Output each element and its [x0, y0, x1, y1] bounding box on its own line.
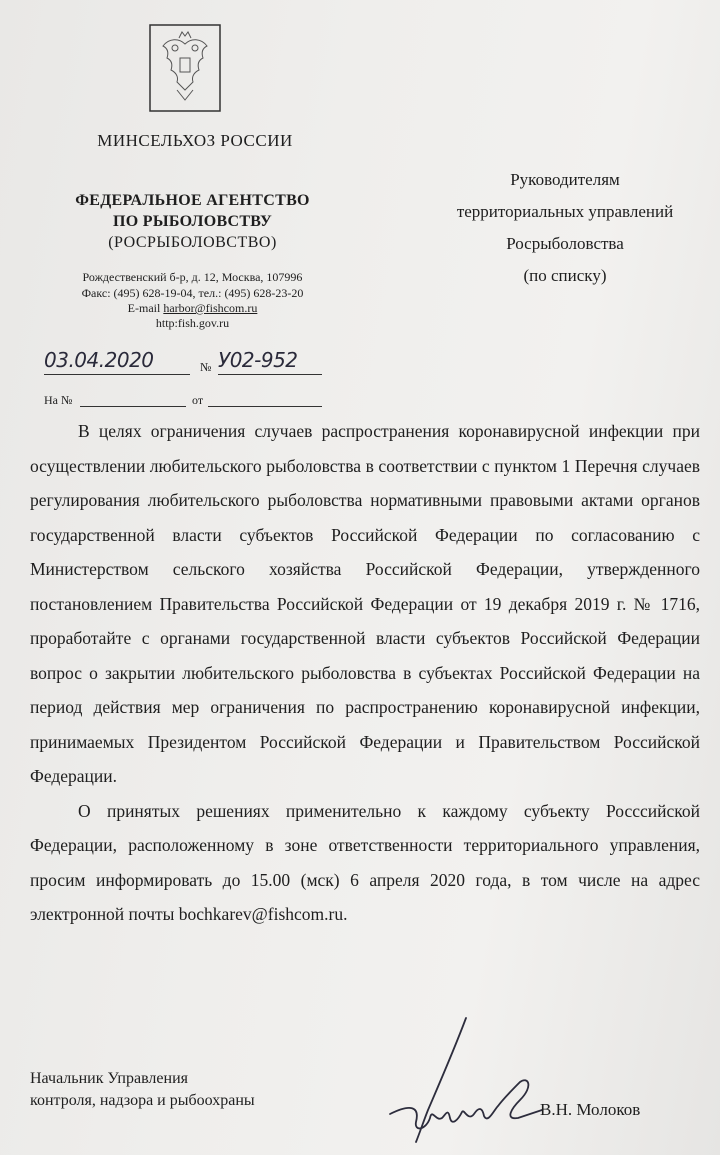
recipient-line1: Руководителям	[510, 170, 620, 189]
letter-date-field	[44, 346, 190, 375]
signer-name: В.Н. Молоков	[540, 1100, 641, 1119]
email-label: E-mail	[127, 301, 161, 315]
recipient-line3: Росрыболовства	[506, 234, 624, 253]
signer-title-line2: контроля, надзора и рыбоохраны	[30, 1092, 255, 1109]
recipient-line2: территориальных управлений	[456, 202, 674, 221]
address: Рождественский б-р, д. 12, Москва, 107996	[82, 270, 303, 284]
letter-number: У02-952	[218, 346, 322, 375]
signer-title-line1: Начальник Управления	[30, 1070, 188, 1087]
body-paragraph-2: О принятых решениях применительно к каждому субъекту Росссийской Федерации, расположенному в зоне ответственности территориального управления, просим информировать до 15.00 (мск) 6 апреля 2020 года, в том числе на адрес электронной почты bochkarev@fishcom.ru.	[30, 800, 700, 924]
website: http:fish.gov.ru	[155, 316, 230, 330]
agency-short-name: (РОСРЫБОЛОВСТВО)	[108, 234, 277, 251]
number-sign: №	[200, 360, 212, 374]
letter-number-field	[218, 346, 322, 375]
reply-from-label: от	[192, 393, 204, 407]
handwritten-signature	[370, 1010, 570, 1150]
reply-from-blank	[208, 406, 322, 407]
coat-of-arms-icon	[149, 24, 221, 112]
signer-title	[30, 1068, 255, 1112]
email-link[interactable]: harbor@fishcom.ru	[163, 301, 258, 315]
letter-body	[30, 414, 700, 932]
fax-phone: Факс: (495) 628-19-04, тел.: (495) 628-23-20	[81, 286, 304, 300]
agency-name-line2: ПО РЫБОЛОВСТВУ	[112, 213, 273, 230]
reply-to-blank	[80, 406, 186, 407]
letter-date: 03.04.2020	[44, 346, 190, 375]
ministry-name: МИНСЕЛЬХОЗ РОССИИ	[97, 131, 293, 150]
recipient-block	[420, 164, 710, 292]
reply-to-label: На №	[44, 393, 73, 407]
agency-name-line1: ФЕДЕРАЛЬНОЕ АГЕНТСТВО	[75, 192, 310, 209]
recipient-line4: (по списку)	[523, 266, 607, 285]
email-line	[40, 301, 345, 316]
body-paragraph-1: В целях ограничения случаев распространения коронавирусной инфекции при осуществлении любительского рыболовства в соответствии с пунктом 1 Перечня случаев регулирования любительского рыболовства нормативными правовыми актами органов государственной власти субъектов Российской Федерации по согласованию с Министерством сельского хозяйства Российской Федерации, утвержденного постановлением Правительства Российской Федерации от 19 декабря 2019 г. № 1716, проработайте с органами государственной власти субъектов Российской Федерации вопрос о закрытии любительского рыболовства в субъектах Российской Федерации на период действия мер ограничения по распространению коронавирусной инфекции, принимаемых Президентом Российской Федерации и Правительством Российской Федерации.	[30, 421, 700, 786]
